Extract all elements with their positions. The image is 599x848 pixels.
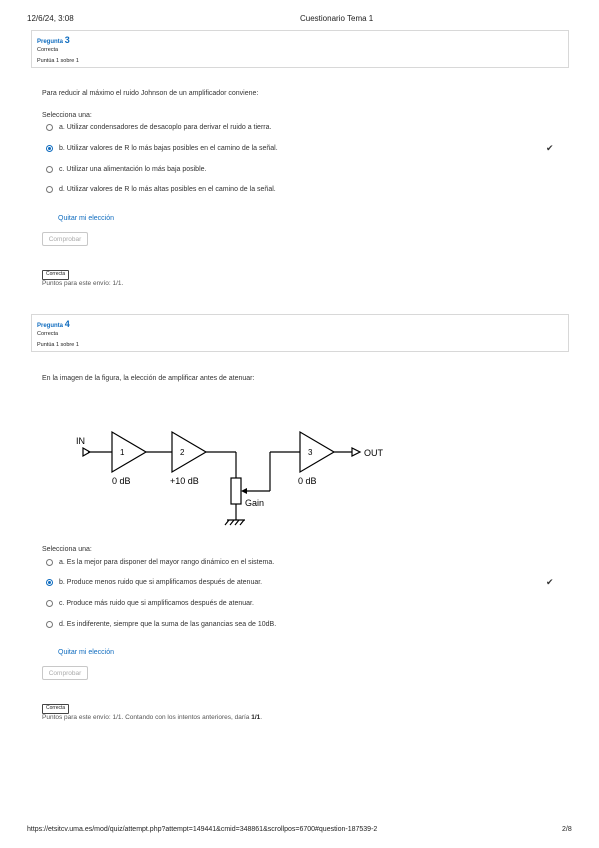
radio-button[interactable] — [46, 559, 53, 566]
input-label: IN — [76, 436, 85, 446]
question-number: Pregunta 3 — [37, 35, 70, 45]
q3-option-a[interactable] — [46, 124, 271, 131]
page-title: Cuestionario Tema 1 — [300, 14, 374, 23]
q3-check-button[interactable]: Comprobar — [42, 232, 88, 246]
q3-result-badge: Correcta — [42, 270, 69, 280]
question-state: Correcta — [37, 331, 59, 337]
question-3-text: Para reducir al máximo el ruido Johnson de un amplificador conviene: — [42, 90, 259, 97]
question-4-info — [31, 314, 569, 352]
radio-button[interactable] — [46, 600, 53, 607]
amp-1-gain: 0 dB — [112, 476, 131, 486]
option-label: c. Produce más ruido que si amplificamos después de atenuar. — [59, 600, 254, 607]
amplifier-chain-diagram — [70, 420, 400, 532]
q3-option-b[interactable] — [46, 145, 278, 152]
q4-check-button[interactable]: Comprobar — [42, 666, 88, 680]
correct-check-icon: ✔ — [546, 143, 554, 153]
q3-option-c[interactable] — [46, 166, 206, 173]
option-label: b. Produce menos ruido que si amplificamos después de atenuar. — [59, 579, 263, 586]
question-4-text: En la imagen de la figura, la elección de amplificar antes de atenuar: — [42, 375, 255, 382]
option-label: d. Utilizar valores de R lo más altas posibles en el camino de la señal. — [59, 186, 276, 193]
q4-result-badge: Correcta — [42, 704, 69, 714]
print-date: 12/6/24, 3:08 — [27, 14, 74, 23]
radio-button[interactable] — [46, 166, 53, 173]
option-label: a. Es la mejor para disponer del mayor rango dinámico en el sistema. — [59, 559, 275, 566]
radio-button[interactable] — [46, 186, 53, 193]
q4-clear-choice-link[interactable]: Quitar mi elección — [58, 649, 115, 656]
radio-button-selected[interactable] — [46, 145, 53, 152]
output-label: OUT — [364, 448, 383, 458]
amp-2-label: 2 — [180, 448, 185, 457]
question-grade: Puntúa 1 sobre 1 — [37, 342, 79, 348]
option-label: c. Utilizar una alimentación lo más baja posible. — [59, 166, 207, 173]
radio-button[interactable] — [46, 621, 53, 628]
amp-3-label: 3 — [308, 448, 313, 457]
amp-2-gain: +10 dB — [170, 476, 199, 486]
amp-3-gain: 0 dB — [298, 476, 317, 486]
amp-1-label: 1 — [120, 448, 125, 457]
page-url: https://etsitcv.uma.es/mod/quiz/attempt.php?attempt=149441&cmid=348861&scrollpos=6700#question-187539-2 — [27, 826, 378, 833]
q3-option-d[interactable] — [46, 186, 276, 193]
pot-gain-label: Gain — [245, 498, 265, 508]
q4-option-a[interactable] — [46, 559, 274, 566]
q4-points: Puntos para este envío: 1/1. Contando con los intentos anteriores, daría 1/1. — [42, 714, 263, 721]
radio-button[interactable] — [46, 124, 53, 131]
option-label: a. Utilizar condensadores de desacoplo para derivar el ruido a tierra. — [59, 124, 272, 131]
q4-option-c[interactable] — [46, 600, 254, 607]
question-number: Pregunta 4 — [37, 319, 70, 329]
question-grade: Puntúa 1 sobre 1 — [37, 58, 79, 64]
question-4-prompt: Selecciona una: — [42, 546, 92, 553]
q4-option-b[interactable] — [46, 579, 262, 586]
correct-check-icon: ✔ — [546, 577, 554, 587]
option-label: b. Utilizar valores de R lo más bajas posibles en el camino de la señal. — [59, 145, 278, 152]
q3-points: Puntos para este envío: 1/1. — [42, 280, 124, 287]
option-label: d. Es indiferente, siempre que la suma de las ganancias sea de 10dB. — [59, 621, 277, 628]
page-number: 2/8 — [562, 826, 572, 833]
q4-option-d[interactable] — [46, 621, 276, 628]
question-3-prompt: Selecciona una: — [42, 112, 92, 119]
q3-clear-choice-link[interactable]: Quitar mi elección — [58, 215, 115, 222]
question-3-info — [31, 30, 569, 68]
question-state: Correcta — [37, 47, 59, 53]
radio-button-selected[interactable] — [46, 579, 53, 586]
